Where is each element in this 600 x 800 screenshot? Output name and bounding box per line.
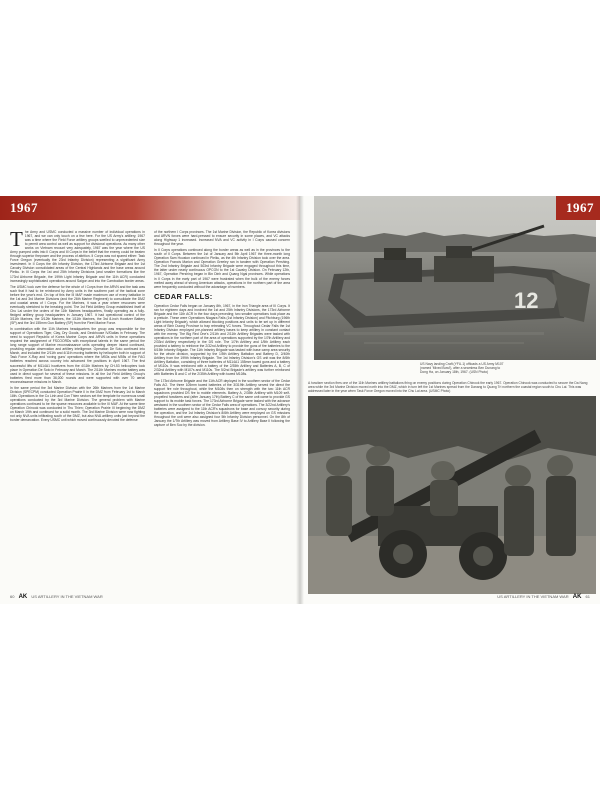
paragraph: In II Corps operations continued along the border areas as well as in the provinces to the south of II Corps. Between the 1st of January and 5th April 1967 the three-month long Operation Sam Houston continued in Pleiku, as the 4th Infantry Division took over the area. Operation Francis Marion and Operation Greeley ran in tandem with Operation Pershing. The 2nd Infantry Brigade and 503rd Infantry Brigade were engaged throughout this time, the latter under nearly continuous OPCON to the 1st Cavalry Division. On February 12th, 1967, Operation Pershing began in Bin Dinh and Quang Ngai provinces. While operations in II Corps in the early part of 1967 were frustrated when the bulk of the enemy forces melted away ahead of strong American attacks, operations in the northern part of the area were frequently conducted without the advantage of numbers. (154, 248, 290, 289)
photo-caption: US Navy landing Craft (YFU-1) offloads a US Army M107 (named 'Mixed Bowl'), after a seamless Ben Dunang to Dong Ha, on January 18th, 1967. (USN Photo) (420, 362, 504, 374)
book-spread (0, 196, 600, 604)
running-title: US ARTILLERY IN THE VIETNAM WAR (31, 594, 103, 599)
running-title: US ARTILLERY IN THE VIETNAM WAR (497, 594, 569, 599)
landing-craft-photo (314, 196, 596, 360)
year-banner (556, 196, 600, 220)
year-label: 1967 (566, 200, 594, 215)
paragraph: The 173rd Airborne Brigade and the 11th ACR deployed in the southern sector of the Cedar Falls AO. The three 105mm towed batteries of the 3/319th Artillery served the direct fire support fire role throughout, while the M108s then on strength with the two 11th ACR squadrons provided DS fire to mobile elements. Battery A, 2/35th Artillery with M109 self-propelled howitzers and (after January 17th) Battery C of the same unit came to provide GS support to its mobile task forces. The 173rd Airborne Brigade were tasked with the advance westward in the southern sector of the Cedar Falls area of operations. The 3/22nd Artillery's batteries were assigned to the 11th ACR's squadrons for base and convoy security during the operation, and the 1st Infantry Division's 8/6th Artillery were employed on GS missions throughout the unit were also assigned four 5th Infantry Division personnel. On the 8th of January the 1/7th Artillery was moved from Artillery Base IV to Artillery Base II following the capture of Ben Suc by the division. (154, 378, 290, 428)
paragraph: he Army and USMC conducted a massive number of individual operations in 1967, and we can only touch on a few here. For the US Army's artillery, 1967 was a time where the Field Force artillery groups swelled to unprecedented size to permit area control as well as support for divisional operations. As many other works on Vietnam recount very adequately, 1967 was the year where the US Army pumped units into II Corps and III Corps in the belief that the enemy could be beaten through superior firepower and the process of attrition. II Corps was not spared either: Task Force Oregon (eventually the 23rd Infantry Division) representing a significant Army investment. In II Corps the 4th Infantry Division, the 173rd Airborne Brigade and the 1st Cavalry Division consolidated areas of the Central Highlands and the base areas around Pleiku. In III Corps the 1st and 25th Infantry Divisions (and smaller formations like the 173rd Airborne Brigade, the 199th Light Infantry Brigade and the 11th ACR) conducted increasingly sophisticated operations around Saigon and into the Cambodian border areas. (10, 230, 145, 283)
howitzer-crew-photo (308, 396, 596, 594)
photo-caption: A howitzer section fires one of the 11th Marines artillery battalions firing on enemy positions during Operation Chinook the early 1967. Operation Chinook was conducted to secure the Da Nang area while the 3rd Marine Division moved north into the DMZ, which in turn left the 1st Marines spread from the Danang to Quang Tri northern the coastal region south to Chu Lai. This was addressed later in the year when Task Force Oregon moved into the Chu Lai area. (USMC Photo) (308, 381, 588, 393)
year-banner (0, 196, 300, 220)
paragraph: In the same period the 3rd Marine Division with the 26th Marines from the 1st Marine Division (SPECPM) conducted Operation Prairie II in the DMZ from February 1st to March 18th. Operations in the Co Linh and Con Thien sectors set the template for numerous small operations conducted by the 3rd Marine Division. The general problem with Marine operations continued to be the sparse resources available to the III MAF. At the same time Operation Chinook was conducted in Thu Thien; Operation Prairie III beginning the DMZ on March 19th and continued for a solid month. The 3rd Marine Division were now fighting not only NVA units infiltrating south of the DMZ, but also NVA artillery units just beyond the border demarcation. Every USMC unit which moved continuously devoted the defense (10, 385, 145, 423)
paragraph: of the northern I Corps provinces. The 1st Marine Division, the Republic of Korea divisions and ARVN forces were hard-pressed to ensure security in some places, and VC attacks along Highway 1 increased. Increased NVA and VC activity in I Corps caused concern throughout the year. (154, 230, 290, 247)
paragraph: Operation Cedar Falls began on January 8th, 1967, in the Iron Triangle area of III Corps. It ran for eighteen days and involved the 1st and 25th Infantry Divisions, the 173rd Airborne Brigade and the 11th ACR in the four days preceding; two smaller operations took place as a prelude. These were Operations Niagara Falls (1st Infantry Division) and Fitchburg (196th Light Infantry Brigade), which allowed blocking positions and units to be set up in different areas of Binh Duong Province to trap retreating VC forces. Throughout Cedar Falls the 1st Infantry Division employed pre-planned artillery bases to keep artillery in constant contact with the enemy. The Big Red One's 2/11th and 2/11th Artillery Brigades were tasked with operations in the northern part of the area of operations supported by the 1/7th Artillery and 2/33rd Artillery respectively in the DS role. The 1/7th Artillery and 1/5th Artillery each provided a battery to reinforce the 2/32nd Artillery to provide the guns of fire batteries to the 6/15th Infantry Brigade. The 11th Infantry Brigade was tasked with base camp area security for the whole division, supported by the 1/5th Artillery Battalion and Battery D, 2/40th Artillery from the 199th Infantry Brigade. The 1st Infantry Division's GS unit was the 8/6th Artillery Battalion, consisting of three batteries of M114A1 155mm towed guns and a battery of M110s. It was reinforced with a battery of the 2/35th Artillery and Batteries A, B, C of 2/32nd Artillery with M107s and M110s. The 5/2nd Brigade's artillery was further reinforced with Batteries B and C of the 2/35th Artillery with towed M108s. (154, 303, 290, 377)
page-footer (10, 593, 290, 601)
text-column-2 (154, 230, 290, 429)
publisher-logo: AK (18, 594, 28, 600)
publisher-logo: AK (572, 594, 582, 600)
hull-number: 12 (514, 288, 539, 313)
paragraph: The USMC took over the defense for the whole of I Corps from the ARVN and the task was such that it had to be reinforced by Army units in the southern part of the tactical zone before the year's end. On top of this the III MAF made maximum use of every battalion in the 1st and 3rd Marine Divisions (and the 26th Marine Regiment) to consolidate the DMZ and coastal areas of I Corps. For the Marines, it was a year where resources were eventually stretched to the breaking point. The 1st Field Artillery Group established itself at Chu Lai under the orders of the 11th Marines headquarters, finally operating as a fully-fledged artillery group headquarters in January 1967. It had operational control of the 3/11th Marines, the 3/12th Marines, the 1/11th Marines, the 3rd 8-inch Howitzer Battery (SP) and the 3rd 155mm Gun Battery (SP) from the Fleet Marine Force. (10, 284, 145, 326)
drop-cap: T (10, 227, 23, 251)
text-column-1 (10, 227, 145, 424)
section-heading: CEDAR FALLS: (154, 291, 213, 301)
page-number: 60 (10, 594, 15, 599)
page-footer (310, 593, 590, 601)
year-label: 1967 (10, 200, 38, 215)
book-gutter (296, 196, 304, 604)
right-page (300, 196, 600, 604)
left-page (0, 196, 300, 604)
paragraph: In combination with the 11th Marines headquarters the group was responsible for the support of Operations Tiger, Clay, Dry Goods, and Deckhouse IV/Dallas in February. The need to support Republic of Korea Marine Corps and ARVN units in these operations required the assignment of FSCOORDs with exceptional talents in the same period the long range support of Marine reconnaissance units operating deeper inland continued, providing regular observation and artillery intelligence. Operation De Soto continued into March, and included the 2/11th and 4/11th moving batteries by helicopter both in support of Task Force X-Ray and 'roving guns' operations where the M53s and M55s of the FAG batteries reached across country into advanced fire positions in April 1967. The first successful lifts of M114A1 howitzers from the 4/11th Marines by CH-53 helicopters took place in Operation De Soto in February and March. The 2/11th Marines mortar battery was used in direct support for several of these missions. In all the 1st Field Artillery Group's batteries fired more than 36,000 rounds and were supported with over 70 aerial reconnaissance missions in March. (10, 327, 145, 384)
page-number: 61 (585, 594, 590, 599)
